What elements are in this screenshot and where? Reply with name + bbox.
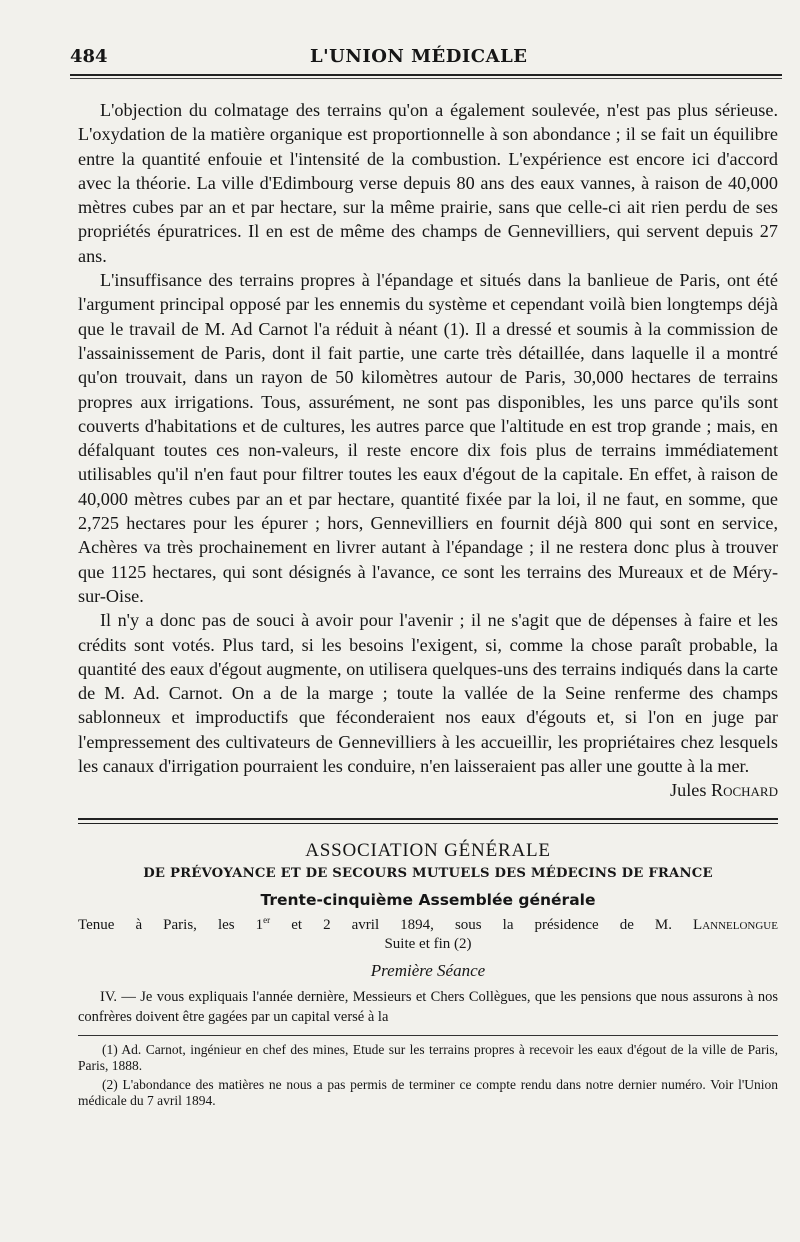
author-signature [78,778,778,802]
signature-last-name: Rochard [710,780,778,801]
signature-first-name: Jules [670,780,707,801]
section-divider [78,818,778,820]
president-name: Lannelongue [693,917,778,934]
section-divider-secondary [78,823,778,824]
page-body [78,98,778,1112]
association-subtitle: DE PRÉVOYANCE ET DE SECOURS MUTUELS DES MÉDECINS DE FRANCE [143,866,713,882]
session-details [78,915,778,934]
assembly-heading: Trente-cinquième Assemblée générale [260,891,596,910]
article-paragraph-2: L'insuffisance des terrains propres à l'épandage et situés dans la banlieue de Paris, ont été l'argument principal opposé par les ennemis du système et cependant voilà bien longtemps déjà que le travail de M. Ad Carnot l'a réduit à néant (1). Il a dressé et soumis à la commission de l'assainissement de Paris, dont il fait partie, une carte très détaillée, dans laquelle il a montré qu'on trouvait, dans un rayon de 50 kilomètres autour de Paris, 30,000 hectares de terrains propres aux irrigations. Tous, assurément, ne sont pas disponibles, les uns parce qu'ils sont couverts d'habitations et de cultures, les autres parce que l'altitude en est trop grande ; mais, en défalquant toutes ces non-valeurs, il reste encore dix fois plus de terrains immédiatement utilisables qu'il n'en faut pour filtrer toutes les eaux d'égout de la capitale. En effet, à raison de 40,000 mètres cubes par an et par hectare, quantité fixée par la loi, il ne faut, en somme, que 2,725 hectares pour les épurer ; hors, Gennevilliers en fournit déjà 800 qui sont en service, Achères va très prochainement en livrer autant à l'épandage ; il ne restera donc plus à trouver que 1125 hectares, qui sont désignés à l'avance, ce sont les terrains des Mureaux et de Méry-sur-Oise. [78,270,778,606]
page-number: 484 [70,46,108,67]
header-rule-secondary [70,78,782,79]
page [70,40,778,1109]
session-details-prefix: Tenue à Paris, les 1 [78,917,264,934]
session-heading: Première Séance [370,961,486,981]
running-header [70,40,778,70]
footnote-2: (2) L'abondance des matières ne nous a pas permis de terminer ce compte rendu dans notre dernier numéro. Voir l'Union médicale du 7 avril 1894. [78,1077,778,1109]
journal-title: L'UNION MÉDICALE [310,46,528,67]
header-rule [70,74,782,76]
article-paragraph-1: L'objection du colmatage des terrains qu'on a également soulevée, n'est pas plus sérieuse. L'oxydation de la matière organique est proportionnelle à son abondance ; il se fait un équilibre entre la quantité enfouie et l'intensité de la combustion. L'expérience est encore ici d'accord avec la théorie. La ville d'Edimbourg verse depuis 80 ans des eaux vannes, à raison de 40,000 mètres cubes par an et par hectare, sur la même prairie, sans que celle-ci ait rien perdu de ses propriétés épuratrices. Il en est de même des champs de Gennevilliers, qui servent depuis 27 ans. [78,100,778,266]
footnote-1: (1) Ad. Carnot, ingénieur en chef des mines, Etude sur les terrains propres à recevoir les eaux d'égout de la ville de Paris, Paris, 1888. [78,1042,778,1074]
session-details-mid: et 2 avril 1894, sous la présidence de M. [270,917,694,934]
continuation-note: Suite et fin (2) [384,936,472,953]
association-title: ASSOCIATION GÉNÉRALE [305,840,551,862]
report-opening-paragraph: IV. — Je vous expliquais l'année dernière, Messieurs et Chers Collègues, que les pensions que nous assurons à nos confrères doivent être gagées par un capital versé à la [78,989,778,1026]
footnote-rule [78,1035,778,1036]
session-details-sup: er [263,915,271,926]
article-paragraph-3: Il n'y a donc pas de souci à avoir pour l'avenir ; il ne s'agit que de dépenses à faire et les crédits sont votés. Plus tard, si les besoins l'exigent, si, comme la chose paraît probable, la quantité des eaux d'égout augmente, on utilisera quelques-uns des terrains indiqués dans la carte de M. Ad. Carnot. On a de la marge ; toute la vallée de la Seine renferme des champs sablonneux et improductifs que féconderaient nos eaux d'égouts et, si l'on en juge par l'empressement des cultivateurs de Gennevilliers à les accueillir, les propriétaires chez lesquels les canaux d'irrigation pourraient les conduire, n'en laisseraient pas aller une goutte à la mer. [78,610,778,777]
